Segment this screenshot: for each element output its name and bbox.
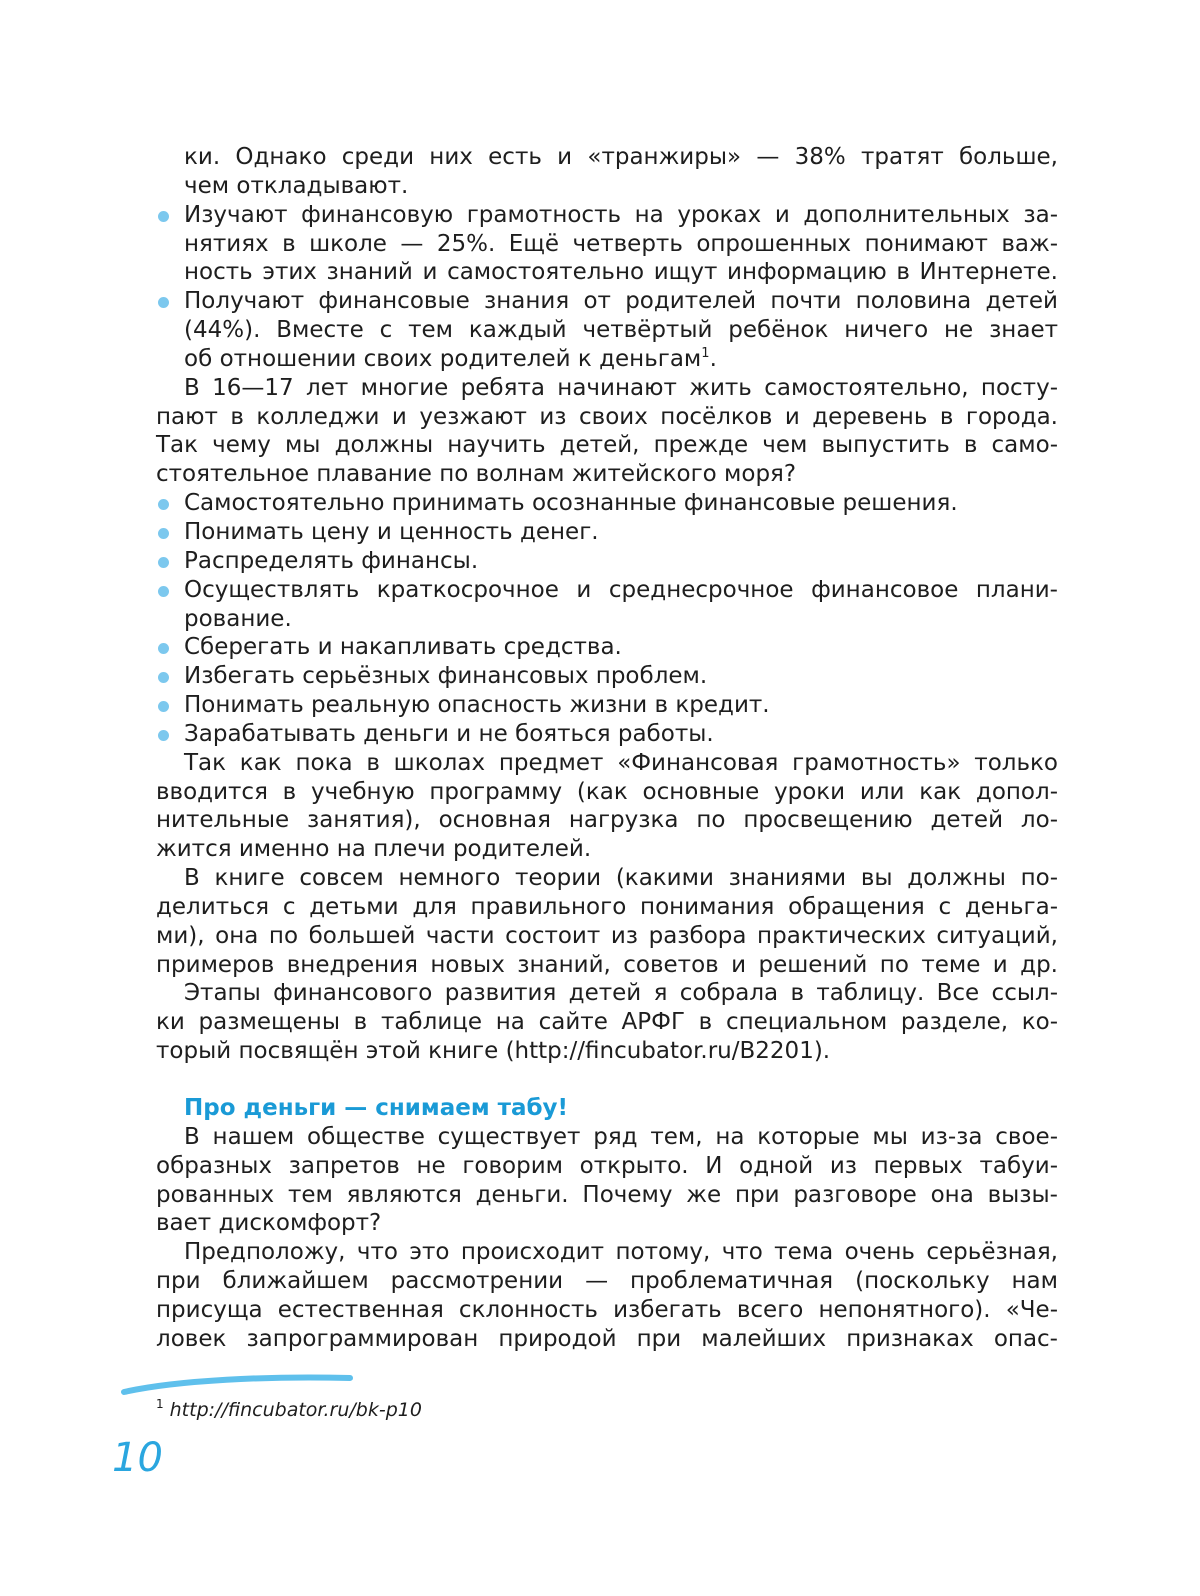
- bullet-icon: [158, 557, 169, 568]
- text-line: ловек запрограммирован природой при малейших признаках опас-: [156, 1325, 1058, 1352]
- text-line: присуща естественная склонность избегать всего непонятного). «Че-: [156, 1296, 1058, 1323]
- text-line: ки размещены в таблице на сайте АРФГ в специальном разделе, ко-: [156, 1009, 1058, 1036]
- text-line: рование.: [184, 605, 292, 632]
- section-heading: Про деньги — снимаем табу!: [184, 1095, 569, 1121]
- text-line: образных запретов не говорим открыто. И одной из первых табуи-: [156, 1152, 1058, 1179]
- text-line: вает дискомфорт?: [156, 1210, 382, 1237]
- text-line: делиться с детьми для правильного понимания обращения с деньга-: [156, 893, 1058, 920]
- bullet-icon: [158, 730, 169, 741]
- text-line: ми), она по большей части состоит из разбора практических ситуаций,: [156, 922, 1058, 949]
- list-item: Осуществлять краткосрочное и среднесрочное финансовое плани-: [156, 576, 1058, 605]
- text-line: вводится в учебную программу (как основные уроки или как допол-: [156, 778, 1058, 805]
- text-line: нительные занятия), основная нагрузка по просвещению детей ло-: [156, 807, 1058, 834]
- bullet-icon: [158, 586, 169, 597]
- bullet-icon: [158, 297, 169, 308]
- text-line: пают в колледжи и уезжают из своих посёлков и деревень в города.: [156, 403, 1058, 430]
- footnote-ref[interactable]: 1: [701, 345, 710, 361]
- text-line: В 16—17 лет многие ребята начинают жить самостоятельно, посту-: [184, 374, 1058, 401]
- bullet-icon: [158, 499, 169, 510]
- list-item: Избегать серьёзных финансовых проблем.: [156, 662, 1058, 691]
- text-line: ность этих знаний и самостоятельно ищут информацию в Интернете.: [184, 259, 1058, 286]
- text-line: ки. Однако среди них есть и «транжиры» — 38% тратят больше,: [184, 144, 1058, 170]
- bullet-icon: [158, 672, 169, 683]
- footnote: [156, 1399, 422, 1421]
- text-line: В нашем обществе существует ряд тем, на которые мы из-за свое-: [184, 1123, 1058, 1150]
- bullet-icon: [158, 211, 169, 222]
- body-text: [156, 143, 1058, 1354]
- svg-text:10: 10: [112, 1436, 163, 1478]
- list-item: Зарабатывать деньги и не бояться работы.: [156, 720, 1058, 749]
- text-line: нятиях в школе — 25%. Ещё четверть опрошенных понимают важ-: [184, 230, 1058, 257]
- list-item: Сберегать и накапливать средства.: [156, 633, 1058, 662]
- list-item: Самостоятельно принимать осознанные финансовые решения.: [156, 489, 1058, 518]
- list-item: Распределять финансы.: [156, 547, 1058, 576]
- text-line: В книге совсем немного теории (какими знаниями вы должны по-: [184, 865, 1058, 892]
- text-line: (44%). Вместе с тем каждый четвёртый ребёнок ничего не знает: [184, 317, 1058, 344]
- footnote-divider: [118, 1372, 358, 1398]
- page-number: [112, 1436, 182, 1478]
- text-line: жится именно на плечи родителей.: [156, 836, 592, 863]
- bullet-icon: [158, 528, 169, 539]
- text-line: примеров внедрения новых знаний, советов и решений по теме и др.: [156, 951, 1058, 978]
- list-item: Получают финансовые знания от родителей почти половина детей: [156, 287, 1058, 316]
- text-line: стоятельное плавание по волнам житейского моря?: [156, 461, 797, 488]
- text-line: чем откладывают.: [184, 172, 409, 199]
- bullet-icon: [158, 701, 169, 712]
- footnote-link[interactable]: http://fincubator.ru/bk-p10: [169, 1399, 422, 1421]
- list-item: Понимать реальную опасность жизни в кредит.: [156, 691, 1058, 720]
- list-item: Изучают финансовую грамотность на уроках и дополнительных за-: [156, 201, 1058, 230]
- footnote-marker: 1: [156, 1397, 164, 1411]
- text-line: Этапы финансового развития детей я собрала в таблицу. Все ссыл-: [184, 980, 1058, 1007]
- text-line: Предположу, что это происходит потому, что тема очень серьёзная,: [184, 1239, 1058, 1266]
- text-line: торый посвящён этой книге (http://fincubator.ru/B2201).: [156, 1038, 831, 1065]
- text-line: рованных тем являются деньги. Почему же при разговоре она вызы-: [156, 1181, 1058, 1208]
- text-line: Так чему мы должны научить детей, прежде чем выпустить в само-: [156, 432, 1058, 459]
- list-item: Понимать цену и ценность денег.: [156, 518, 1058, 547]
- text-line: при ближайшем рассмотрении — проблематичная (поскольку нам: [156, 1268, 1058, 1295]
- text-line: Так как пока в школах предмет «Финансовая грамотность» только: [184, 749, 1058, 776]
- bullet-icon: [158, 643, 169, 654]
- text-line: об отношении своих родителей к деньгам$^1$.: [184, 345, 717, 372]
